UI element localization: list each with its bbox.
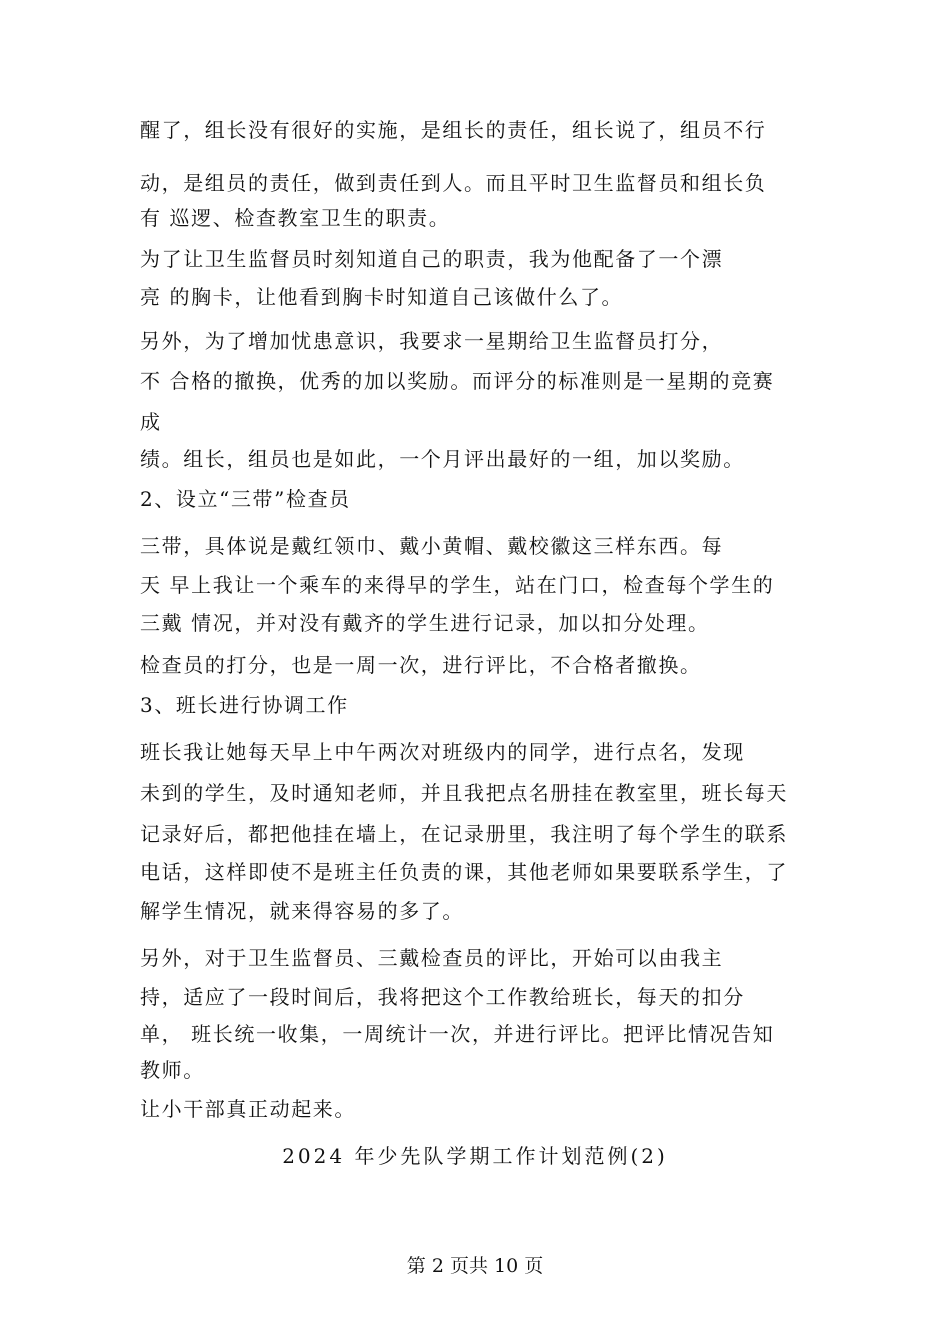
body-line: 天 早上我让一个乘车的来得早的学生，站在门口，检查每个学生的	[140, 573, 775, 597]
section-heading: 2、设立“三带”检查员	[140, 487, 351, 511]
body-line: 有 巡逻、检查教室卫生的职责。	[140, 206, 451, 230]
body-line: 单， 班长统一收集，一周统计一次，并进行评比。把评比情况告知	[140, 1022, 775, 1046]
body-line: 不 合格的撤换，优秀的加以奖励。而评分的标准则是一星期的竞赛	[140, 369, 775, 393]
body-line: 电话，这样即使不是班主任负责的课，其他老师如果要联系学生，了	[140, 860, 788, 884]
body-line: 动，是组员的责任，做到责任到人。而且平时卫生监督员和组长负	[140, 171, 767, 195]
body-line: 持，适应了一段时间后，我将把这个工作教给班长，每天的扣分	[140, 985, 745, 1009]
body-line: 醒了，组长没有很好的实施，是组长的责任，组长说了，组员不行	[140, 118, 767, 142]
body-line: 让小干部真正动起来。	[140, 1097, 356, 1121]
body-line: 解学生情况，就来得容易的多了。	[140, 899, 464, 923]
body-line: 三带，具体说是戴红领巾、戴小黄帽、戴校徽这三样东西。每	[140, 534, 724, 558]
body-line: 另外，对于卫生监督员、三戴检查员的评比，开始可以由我主	[140, 946, 724, 970]
body-line: 另外，为了增加忧患意识，我要求一星期给卫生监督员打分，	[140, 329, 724, 353]
body-line: 三戴 情况，并对没有戴齐的学生进行记录，加以扣分处理。	[140, 611, 710, 635]
body-line: 为了让卫生监督员时刻知道自己的职责，我为他配备了一个漂	[140, 247, 724, 271]
body-line: 检查员的打分，也是一周一次，进行评比，不合格者撤换。	[140, 653, 702, 677]
body-line: 教师。	[140, 1058, 205, 1082]
body-line: 班长我让她每天早上中午两次对班级内的同学，进行点名，发现	[140, 740, 745, 764]
document-heading: 2024 年少先队学期工作计划范例(2)	[282, 1144, 668, 1168]
body-line: 绩。组长，组员也是如此，一个月评出最好的一组，加以奖励。	[140, 447, 745, 471]
body-line: 记录好后，都把他挂在墙上，在记录册里，我注明了每个学生的联系	[140, 822, 788, 846]
body-line: 亮 的胸卡，让他看到胸卡时知道自己该做什么了。	[140, 285, 624, 309]
page-footer: 第 2 页共 10 页	[406, 1255, 544, 1277]
body-line: 未到的学生，及时通知老师，并且我把点名册挂在教室里，班长每天	[140, 781, 788, 805]
section-heading: 3、班长进行协调工作	[140, 693, 349, 717]
body-line: 成	[140, 410, 162, 434]
